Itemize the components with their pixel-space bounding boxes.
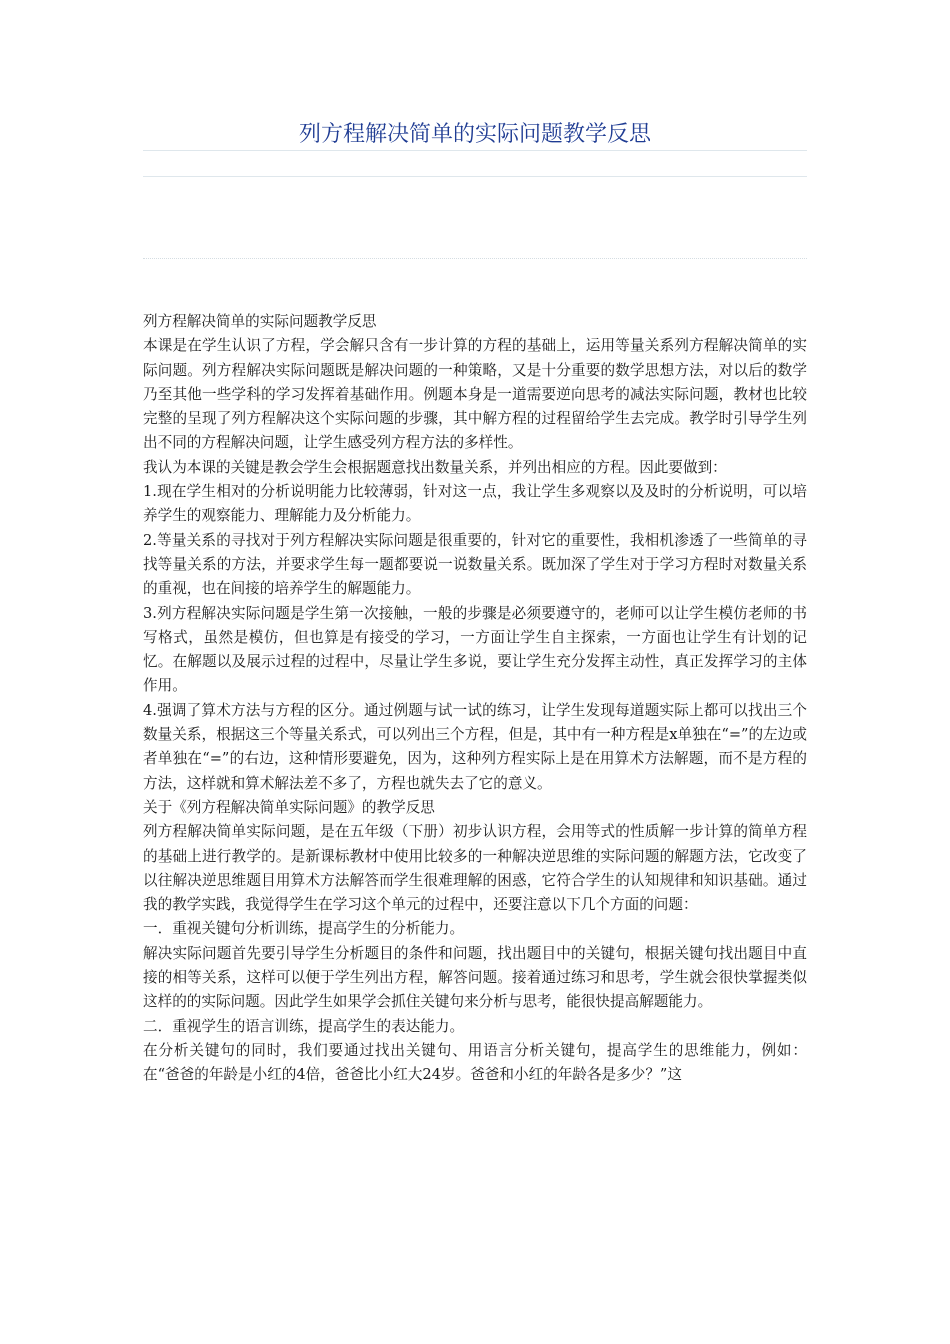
body-paragraph: 2.等量关系的寻找对于列方程解决实际问题是很重要的，针对它的重要性，我相机渗透了一些简单的寻找等量关系的方法，并要求学生每一题都要说一说数量关系。既加深了学生对于学习方程时对数量关系的重视，也在间接的培养学生的解题能力。: [143, 531, 807, 598]
body-paragraph: 解决实际问题首先要引导学生分析题目的条件和问题，找出题目中的关键句，根据关键句找出题目中直接的相等关系，这样可以便于学生列出方程，解答问题。接着通过练习和思考，学生就会很快掌握类似这样的的实际问题。因此学生如果学会抓住关键句来分析与思考，能很快提高解题能力。: [143, 944, 807, 1011]
title-divider: [143, 150, 807, 151]
body-paragraph: 我认为本课的关键是教会学生会根据题意找出数量关系，并列出相应的方程。因此要做到：: [143, 458, 727, 476]
page-title: 列方程解决简单的实际问题教学反思: [298, 122, 651, 147]
body-paragraph: 本课是在学生认识了方程，学会解只含有一步计算的方程的基础上，运用等量关系列方程解决简单的实际问题。列方程解决实际问题既是解决问题的一种策略，又是十分重要的数学思想方法，对以后的数学乃至其他一些学科的学习发挥着基础作用。例题本身是一道需要逆向思考的减法实际问题，教材也比较完整的呈现了列方程解决这个实际问题的步骤，其中解方程的过程留给学生去完成。教学时引导学生列出不同的方程解决问题，让学生感受列方程方法的多样性。: [143, 337, 807, 452]
section-heading: 关于《列方程解决简单实际问题》的教学反思: [143, 798, 435, 816]
document-body: [143, 310, 807, 1088]
body-paragraph: 3.列方程解决实际问题是学生第一次接触，一般的步骤是必须要遵守的，老师可以让学生模仿老师的书写格式，虽然是模仿，但也算是有接受的学习，一方面让学生自主探索，一方面也让学生有计划的记忆。在解题以及展示过程的过程中，尽量让学生多说，要让学生充分发挥主动性，真正发挥学习的主体作用。: [143, 604, 807, 695]
body-paragraph: 列方程解决简单实际问题，是在五年级（下册）初步认识方程，会用等式的性质解一步计算的简单方程的基础上进行教学的。是新课标教材中使用比较多的一种解决逆思维的实际问题的解题方法，它改变了以往解决逆思维题目用算术方法解答而学生很难理解的困惑，它符合学生的认知规律和知识基础。通过我的教学实践，我觉得学生在学习这个单元的过程中，还要注意以下几个方面的问题：: [143, 823, 807, 914]
body-paragraph: 4.强调了算术方法与方程的区分。通过例题与试一试的练习，让学生发现每道题实际上都可以找出三个数量关系，根据这三个等量关系式，可以列出三个方程，但是，其中有一种方程是x单独在“=”的左边或者单独在“=”的右边，这种情形要避免，因为，这种列方程实际上是在用算术方法解题，而不是方程的方法，这样就和算术解法差不多了，方程也就失去了它的意义。: [143, 701, 807, 792]
section-heading: 一．重视关键句分析训练，提高学生的分析能力。: [143, 920, 465, 938]
body-paragraph: 在分析关键句的同时，我们要通过找出关键句、用语言分析关键句，提高学生的思维能力，例如：在“爸爸的年龄是小红的4倍，爸爸比小红大24岁。爸爸和小红的年龄各是多少？”这: [143, 1041, 807, 1084]
header-divider: [143, 176, 807, 177]
dotted-divider: [143, 258, 807, 259]
body-paragraph: 1.现在学生相对的分析说明能力比较薄弱，针对这一点，我让学生多观察以及及时的分析说明，可以培养学生的观察能力、理解能力及分析能力。: [143, 483, 807, 525]
body-paragraph: 列方程解决简单的实际问题教学反思: [143, 313, 377, 330]
section-heading: 二．重视学生的语言训练，提高学生的表达能力。: [143, 1017, 465, 1035]
